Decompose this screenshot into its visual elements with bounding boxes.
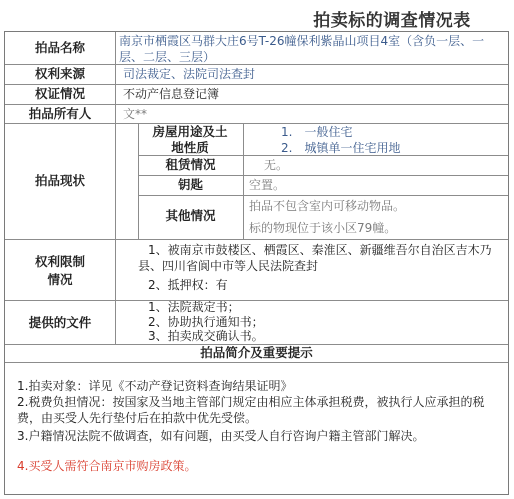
status-label: 拍品现状 [34,173,85,188]
restrictions-line-1: 1、被南京市鼓楼区、栖霞区、秦淮区、新疆维吾尔自治区吉木乃县、四川省阆中市等人民法院查封 [138,243,492,273]
item-name-label: 拍品名称 [34,40,85,55]
usage-label: 房屋用途及土地性质 [152,124,228,155]
note-4: 4.买受人需符合南京市购房政策。 [17,459,197,473]
other-line-1: 拍品不包含室内可移动物品。 [249,199,406,213]
note-1: 1.拍卖对象：详见《不动产登记资料查询结果证明》 [17,379,293,393]
item-name-value: 南京市栖霞区马群大庄6号T-26幢保利紫晶山项目4室（含负一层、一层、二层、三层） [119,34,485,64]
owner-label: 拍品所有人 [28,106,92,121]
restrictions-line-2: 2、抵押权：有 [148,278,228,292]
document-title: 拍卖标的调查情况表 [313,11,471,31]
documents-label: 提供的文件 [28,315,92,330]
keys-label: 钥匙 [177,177,203,192]
usage-item-1: 1. 一般住宅 [281,125,353,139]
certificate-label: 权证情况 [34,86,85,101]
note-3: 3.户籍情况法院不做调查，如有问题，由买受人自行咨询户籍主管部门解决。 [17,429,425,443]
certificate-value: 不动产信息登记簿 [123,87,220,101]
owner-value: 文** [123,107,148,121]
keys-value: 空置。 [249,178,286,192]
note-2: 2.税费负担情况：按国家及当地主管部门规定由相应主体承担税费，被执行人应承担的税费，由买受人先行垫付后在拍款中优先受偿。 [17,395,485,425]
lease-value: 无。 [264,158,289,172]
rights-source-value: 司法裁定、法院司法查封 [123,67,256,81]
usage-item-2: 2. 城镇单一住宅用地 [281,141,401,155]
other-label: 其他情况 [165,208,216,223]
restrictions-label: 权利限制情况 [35,254,86,287]
summary-heading: 拍品简介及重要提示 [200,345,313,360]
documents-line-2: 2、协助执行通知书； [148,315,264,329]
other-line-2: 标的物现位于该小区79幢。 [249,221,397,235]
documents-line-3: 3、拍卖成交确认书。 [148,329,264,343]
rights-source-label: 权利来源 [34,66,85,81]
documents-line-1: 1、法院裁定书； [148,300,240,314]
lease-label: 租赁情况 [165,157,216,172]
investigation-table [4,31,509,495]
